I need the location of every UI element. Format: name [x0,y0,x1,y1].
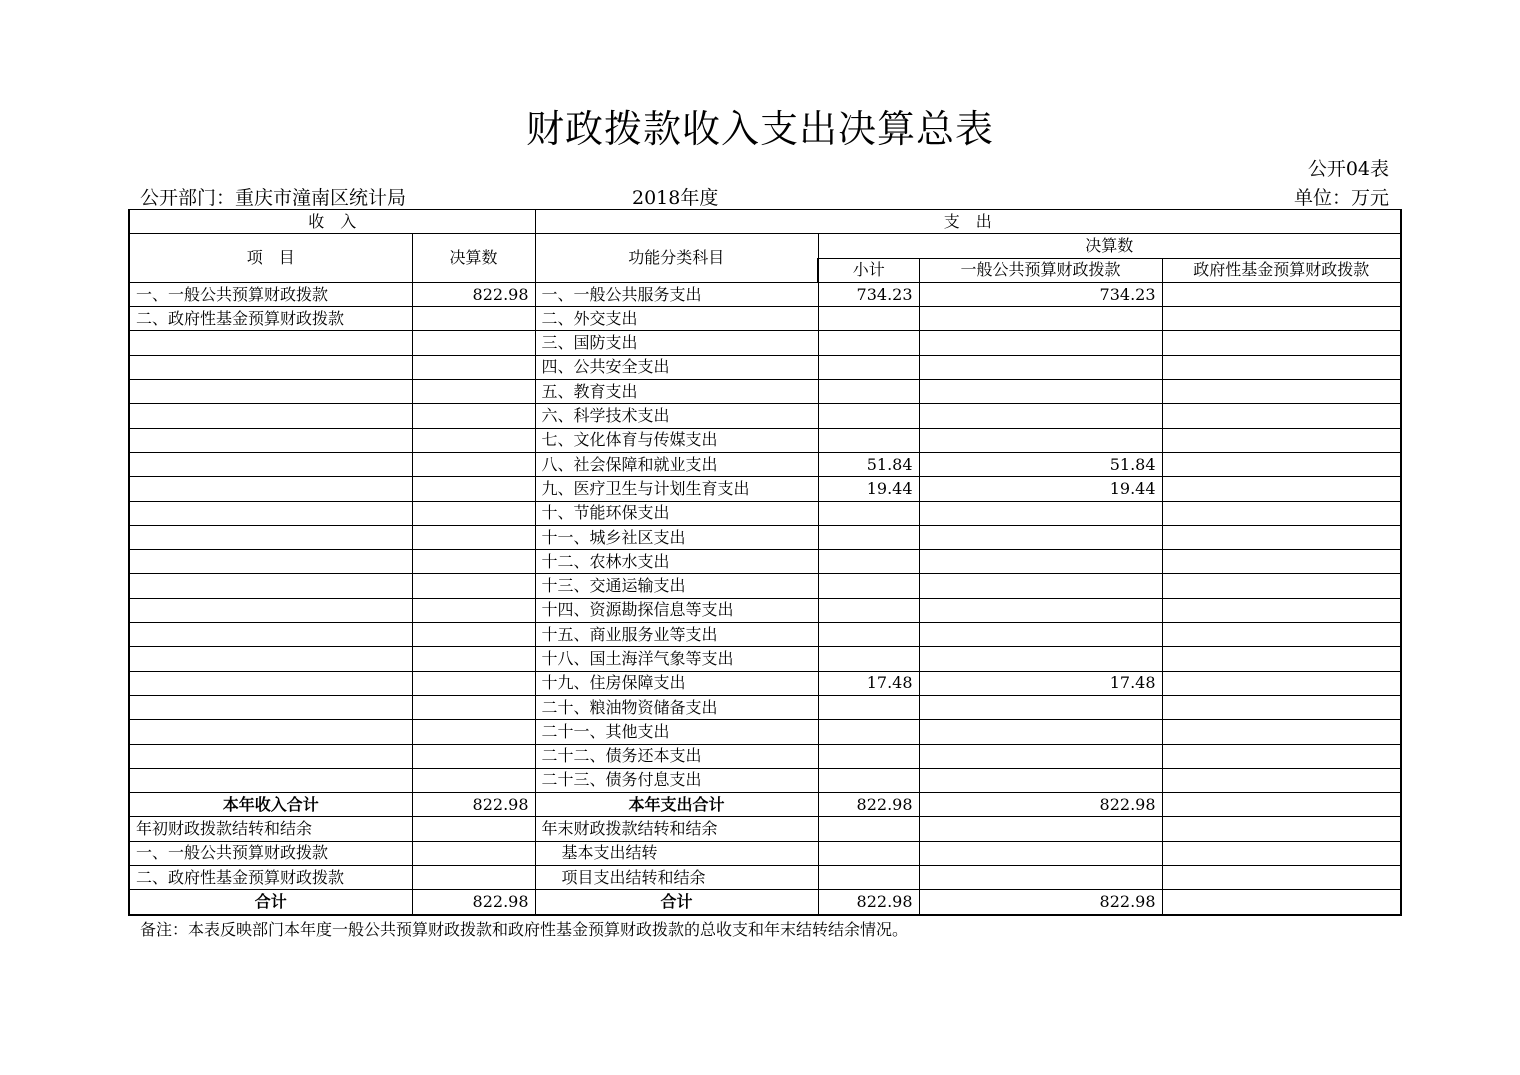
general-budget-cell [919,720,1162,744]
income-amount-cell [412,307,535,331]
expense-item-cell: 二十三、债务付息支出 [535,768,818,792]
income-amount-cell [412,331,535,355]
carry-row [129,866,1401,890]
table-row [129,671,1401,695]
carry-income-amount [412,866,535,890]
income-item-cell [129,768,412,792]
income-item-cell [129,671,412,695]
subtotal-cell [818,695,919,719]
expense-item-cell: 十五、商业服务业等支出 [535,623,818,647]
carry-general [919,841,1162,865]
subtotal-cell [818,598,919,622]
general-budget-cell [919,623,1162,647]
gov-fund-cell [1162,550,1401,574]
year-income-total-label: 本年收入合计 [129,793,412,817]
general-budget-cell [919,574,1162,598]
table-row [129,501,1401,525]
table-row [129,428,1401,452]
gov-fund-cell [1162,598,1401,622]
income-item-cell [129,598,412,622]
year-income-total-amount: 822.98 [412,793,535,817]
subtotal-cell [818,768,919,792]
income-amount-cell [412,647,535,671]
general-budget-cell: 51.84 [919,452,1162,476]
subtotal-cell: 17.48 [818,671,919,695]
gov-fund-cell [1162,501,1401,525]
subtotal-cell [818,744,919,768]
table-row [129,720,1401,744]
final-amount-group-header: 决算数 [818,234,1401,258]
carry-income-item: 一、一般公共预算财政拨款 [129,841,412,865]
expense-item-cell: 六、科学技术支出 [535,404,818,428]
table-row [129,282,1401,306]
expense-header: 支 出 [535,210,1401,234]
carry-fund [1162,817,1401,841]
expense-item-cell: 一、一般公共服务支出 [535,282,818,306]
table-row [129,623,1401,647]
header-row-1 [129,210,1401,234]
gov-fund-cell [1162,744,1401,768]
subtotal-cell [818,501,919,525]
general-budget-cell [919,647,1162,671]
expense-item-cell: 二十、粮油物资储备支出 [535,695,818,719]
table-row [129,452,1401,476]
income-amount-cell [412,768,535,792]
table-row [129,574,1401,598]
general-budget-cell: 17.48 [919,671,1162,695]
subtotal-cell: 734.23 [818,282,919,306]
income-amount-cell [412,623,535,647]
income-item-cell [129,355,412,379]
gov-fund-cell [1162,307,1401,331]
grand-income-total-label: 合计 [129,890,412,915]
subtotal-cell [818,331,919,355]
income-amount-cell [412,744,535,768]
income-amount-cell [412,428,535,452]
item-header: 项 目 [129,234,412,283]
table-row [129,380,1401,404]
income-amount-cell [412,550,535,574]
subtotal-cell: 51.84 [818,452,919,476]
gov-fund-cell [1162,282,1401,306]
general-budget-header: 一般公共预算财政拨款 [919,258,1162,282]
income-item-cell [129,404,412,428]
expense-item-cell: 七、文化体育与传媒支出 [535,428,818,452]
general-budget-cell [919,501,1162,525]
subtotal-cell [818,380,919,404]
year-expense-subtotal: 822.98 [818,793,919,817]
carry-expense-item: 年末财政拨款结转和结余 [535,817,818,841]
table-row [129,355,1401,379]
expense-item-cell: 十八、国土海洋气象等支出 [535,647,818,671]
gov-fund-cell [1162,355,1401,379]
year-expense-fund [1162,793,1401,817]
subtotal-cell: 19.44 [818,477,919,501]
general-budget-cell [919,380,1162,404]
carry-subtotal [818,841,919,865]
subtotal-cell [818,574,919,598]
general-budget-cell [919,695,1162,719]
carry-subtotal [818,866,919,890]
expense-item-cell: 二、外交支出 [535,307,818,331]
income-item-cell [129,623,412,647]
general-budget-cell [919,550,1162,574]
income-item-cell [129,574,412,598]
general-budget-cell [919,768,1162,792]
income-item-cell [129,428,412,452]
gov-fund-header: 政府性基金预算财政拨款 [1162,258,1401,282]
table-row [129,550,1401,574]
gov-fund-cell [1162,671,1401,695]
income-amount-cell [412,574,535,598]
department-label: 公开部门：重庆市潼南区统计局 [140,187,407,209]
carry-income-amount [412,841,535,865]
income-amount-cell [412,720,535,744]
grand-expense-total-label: 合计 [535,890,818,915]
grand-expense-subtotal: 822.98 [818,890,919,915]
grand-expense-general: 822.98 [919,890,1162,915]
gov-fund-cell [1162,331,1401,355]
general-budget-cell [919,355,1162,379]
gov-fund-cell [1162,477,1401,501]
carry-row [129,817,1401,841]
table-row [129,768,1401,792]
general-budget-cell [919,404,1162,428]
table-row [129,647,1401,671]
income-item-cell [129,501,412,525]
expense-item-cell: 五、教育支出 [535,380,818,404]
general-budget-cell [919,744,1162,768]
income-amount-cell [412,501,535,525]
income-amount-cell [412,355,535,379]
table-row [129,404,1401,428]
fiscal-year: 2018年度 [632,187,719,209]
expense-item-cell: 十二、农林水支出 [535,550,818,574]
table-row [129,525,1401,549]
general-budget-cell: 19.44 [919,477,1162,501]
income-amount-cell [412,525,535,549]
gov-fund-cell [1162,623,1401,647]
carry-fund [1162,841,1401,865]
expense-item-cell: 二十二、债务还本支出 [535,744,818,768]
income-item-cell: 二、政府性基金预算财政拨款 [129,307,412,331]
year-total-row [129,793,1401,817]
gov-fund-cell [1162,428,1401,452]
income-item-cell [129,744,412,768]
expense-item-cell: 十、节能环保支出 [535,501,818,525]
expense-item-cell: 四、公共安全支出 [535,355,818,379]
income-amount-cell [412,380,535,404]
income-item-cell [129,525,412,549]
carry-row [129,841,1401,865]
grand-expense-fund [1162,890,1401,915]
table-row [129,307,1401,331]
carry-expense-item: 基本支出结转 [535,841,818,865]
income-item-cell: 一、一般公共预算财政拨款 [129,282,412,306]
carry-general [919,817,1162,841]
gov-fund-cell [1162,695,1401,719]
subtotal-cell [818,404,919,428]
subtotal-cell [818,623,919,647]
income-amount-cell [412,404,535,428]
table-row [129,744,1401,768]
gov-fund-cell [1162,768,1401,792]
subtotal-cell [818,647,919,671]
income-amount-cell: 822.98 [412,282,535,306]
table-row [129,477,1401,501]
function-category-header: 功能分类科目 [535,234,818,283]
subtotal-cell [818,428,919,452]
income-amount-cell [412,452,535,476]
gov-fund-cell [1162,720,1401,744]
income-item-cell [129,331,412,355]
general-budget-cell [919,331,1162,355]
income-item-cell [129,380,412,404]
subtotal-cell [818,720,919,744]
carry-subtotal [818,817,919,841]
expense-item-cell: 八、社会保障和就业支出 [535,452,818,476]
expense-item-cell: 九、医疗卫生与计划生育支出 [535,477,818,501]
income-item-cell [129,550,412,574]
subtotal-cell [818,550,919,574]
general-budget-cell [919,525,1162,549]
page-title: 财政拨款收入支出决算总表 [525,107,994,151]
income-amount-cell [412,695,535,719]
income-item-cell [129,647,412,671]
carry-expense-item: 项目支出结转和结余 [535,866,818,890]
header-row-2 [129,234,1401,258]
income-amount-cell [412,671,535,695]
income-amount-cell [412,598,535,622]
general-budget-cell [919,428,1162,452]
budget-table [128,209,1402,916]
form-number: 公开04表 [1307,158,1389,180]
gov-fund-cell [1162,404,1401,428]
footnote: 备注：本表反映部门本年度一般公共预算财政拨款和政府性基金预算财政拨款的总收支和年末结转结余情况。 [140,920,909,939]
table-row [129,331,1401,355]
expense-item-cell: 十一、城乡社区支出 [535,525,818,549]
grand-income-total-amount: 822.98 [412,890,535,915]
year-expense-total-label: 本年支出合计 [535,793,818,817]
gov-fund-cell [1162,452,1401,476]
general-budget-cell: 734.23 [919,282,1162,306]
income-amount-cell [412,477,535,501]
gov-fund-cell [1162,380,1401,404]
subtotal-cell [818,307,919,331]
unit-label: 单位：万元 [1293,187,1389,209]
expense-item-cell: 十四、资源勘探信息等支出 [535,598,818,622]
subtotal-cell [818,355,919,379]
gov-fund-cell [1162,647,1401,671]
gov-fund-cell [1162,574,1401,598]
subtotal-header: 小计 [818,258,919,282]
final-amount-header: 决算数 [412,234,535,283]
gov-fund-cell [1162,525,1401,549]
income-item-cell [129,477,412,501]
year-expense-general: 822.98 [919,793,1162,817]
income-item-cell [129,720,412,744]
income-header: 收 入 [129,210,535,234]
carry-income-item: 年初财政拨款结转和结余 [129,817,412,841]
carry-income-amount [412,817,535,841]
carry-fund [1162,866,1401,890]
expense-item-cell: 十九、住房保障支出 [535,671,818,695]
subtotal-cell [818,525,919,549]
expense-item-cell: 二十一、其他支出 [535,720,818,744]
general-budget-cell [919,598,1162,622]
grand-total-row [129,890,1401,915]
table-row [129,695,1401,719]
table-row [129,598,1401,622]
expense-item-cell: 十三、交通运输支出 [535,574,818,598]
carry-general [919,866,1162,890]
income-item-cell [129,695,412,719]
income-item-cell [129,452,412,476]
expense-item-cell: 三、国防支出 [535,331,818,355]
carry-income-item: 二、政府性基金预算财政拨款 [129,866,412,890]
general-budget-cell [919,307,1162,331]
